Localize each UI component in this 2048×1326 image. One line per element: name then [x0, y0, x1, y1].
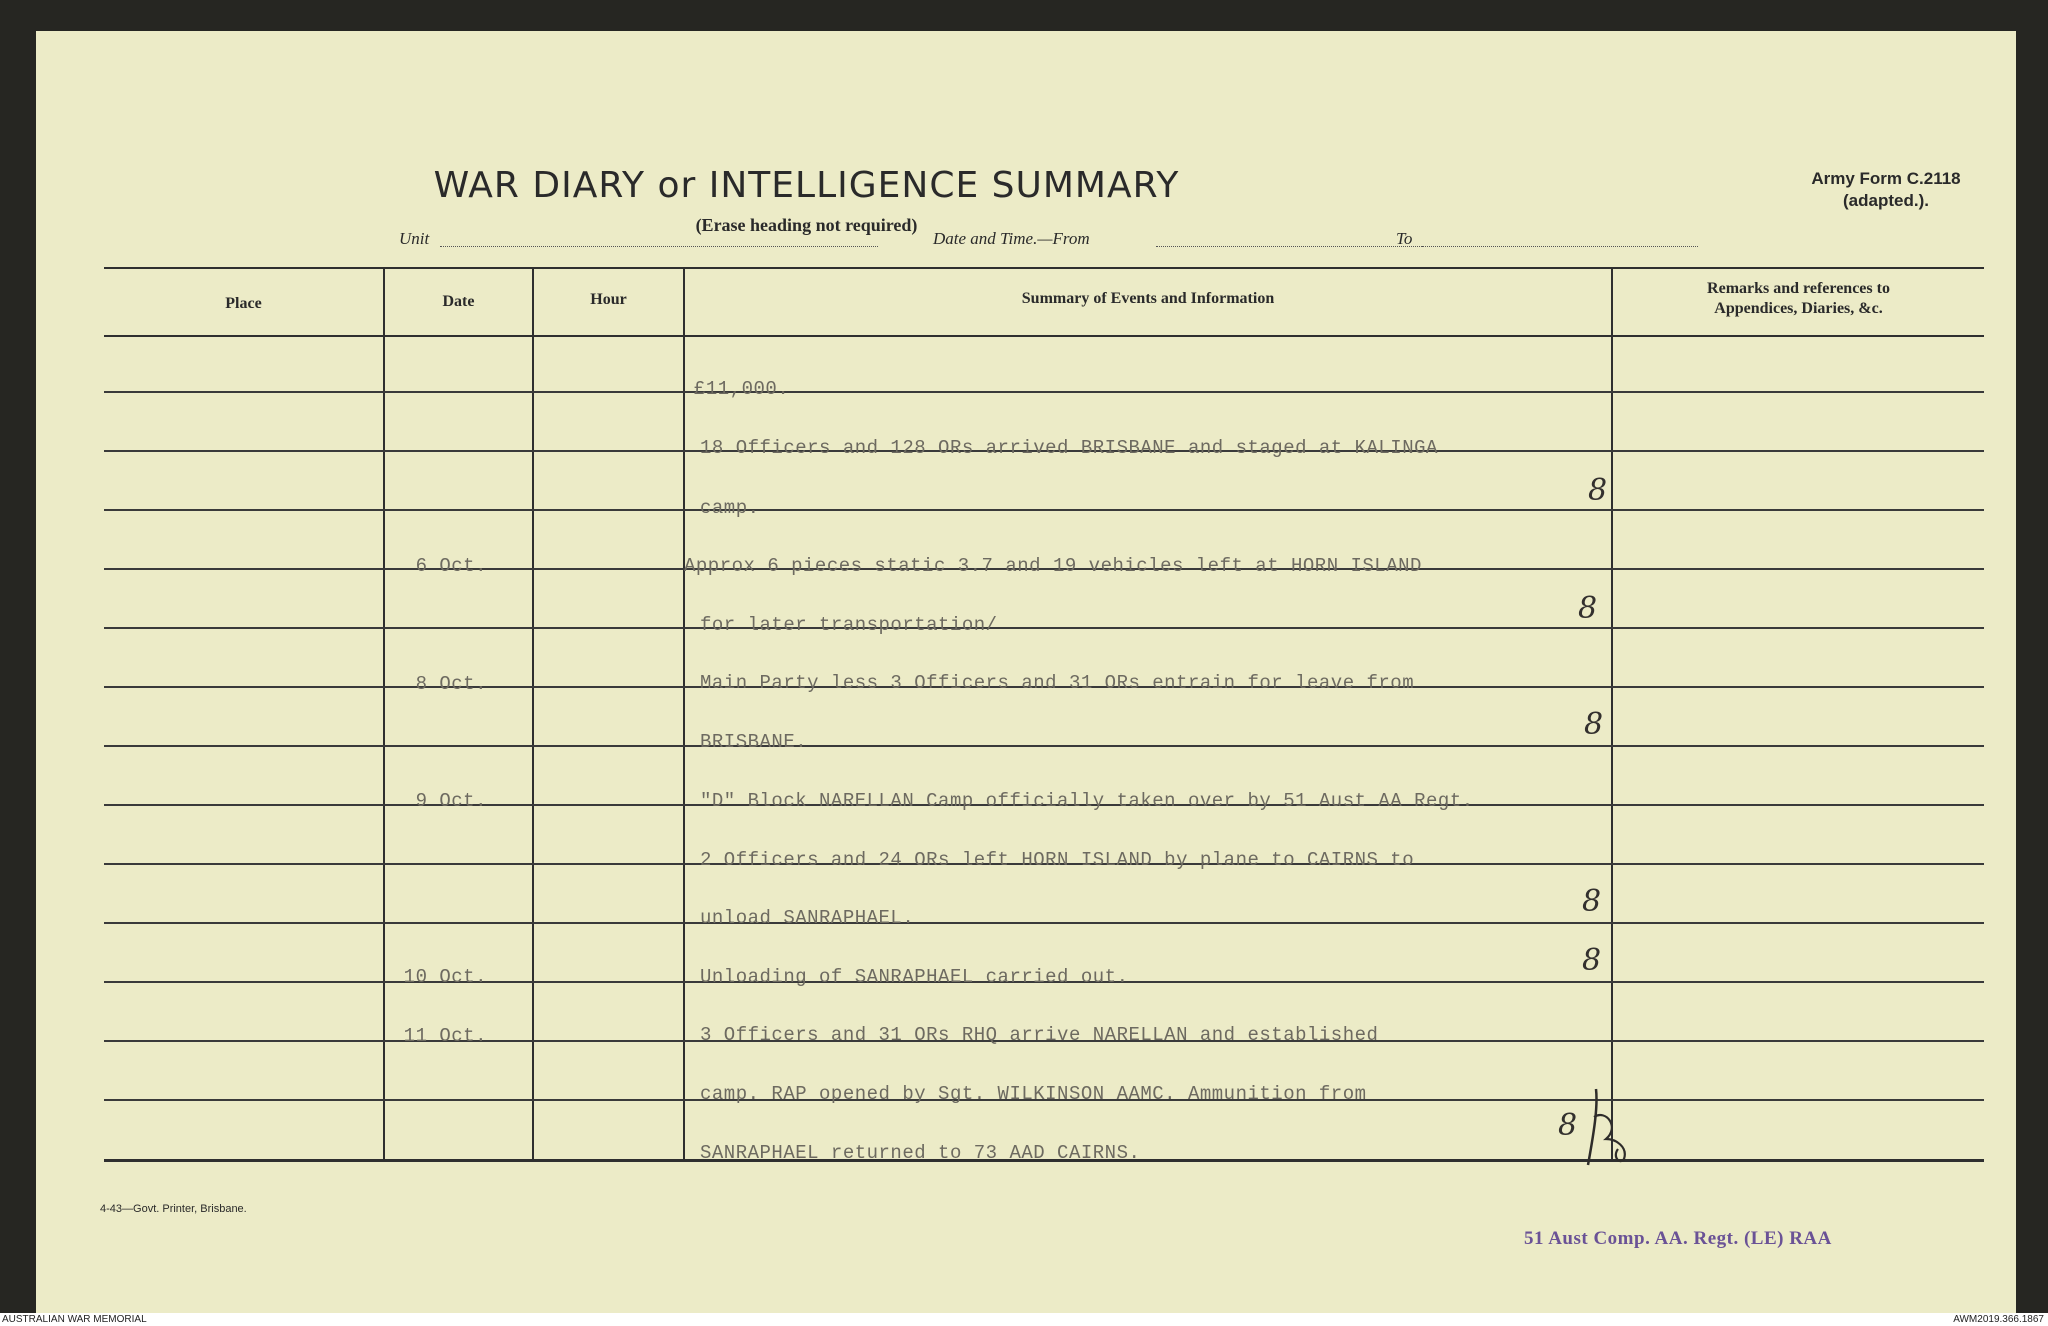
entry-text: 3 Officers and 31 ORs RHQ arrive NARELLAN and established — [700, 1024, 1379, 1046]
handwritten-initial: 8 — [1558, 1108, 1578, 1143]
handwritten-initial: 8 — [1584, 707, 1604, 742]
unit-stamp: 51 Aust Comp. AA. Regt. (LE) RAA — [1524, 1228, 1832, 1249]
entry-date: 9 Oct. — [415, 790, 487, 812]
table-top-rule — [104, 267, 1984, 269]
war-diary-sheet — [36, 31, 2016, 1313]
printer-imprint: 4-43—Govt. Printer, Brisbane. — [100, 1203, 247, 1215]
entry-date: 6 Oct. — [415, 555, 487, 577]
entry-text: unload SANRAPHAEL. — [700, 907, 915, 929]
remarks-header-line2: Appendices, Diaries, &c. — [1714, 300, 1883, 317]
handwritten-initial: 8 — [1582, 884, 1602, 919]
summary-remarks-divider — [1611, 267, 1613, 1159]
entry-text: SANRAPHAEL returned to 73 AAD CAIRNS. — [700, 1142, 1141, 1164]
ruled-line — [104, 627, 1984, 629]
date-to-field — [1422, 246, 1698, 247]
entry-date: 10 Oct. — [403, 966, 487, 988]
army-form-adapted: (adapted.). — [1843, 191, 1929, 210]
form-title: WAR DIARY or INTELLIGENCE SUMMARY — [433, 165, 1180, 206]
date-hour-divider — [532, 267, 534, 1159]
hour-summary-divider — [683, 267, 685, 1159]
entry-date: 8 Oct. — [415, 673, 487, 695]
entry-text: Main Party less 3 Officers and 31 ORs entrain for leave from — [700, 672, 1415, 694]
date-time-label: Date and Time.—From — [933, 229, 1090, 248]
entry-text: camp. — [700, 497, 760, 519]
unit-field — [440, 246, 878, 247]
entry-date: 11 Oct. — [403, 1025, 487, 1047]
col-hour-header: Hour — [590, 291, 627, 308]
to-label: To — [1396, 229, 1413, 248]
ruled-line — [104, 745, 1984, 747]
entry-text: Unloading of SANRAPHAEL carried out. — [700, 966, 1129, 988]
army-form-number — [1761, 168, 2011, 212]
archive-reference: AWM2019.366.1867 — [1953, 1314, 2044, 1325]
ruled-line — [104, 922, 1984, 924]
col-place-header: Place — [225, 295, 262, 312]
handwritten-initial: 8 — [1582, 943, 1602, 978]
ruled-line — [104, 391, 1984, 393]
archive-credit: AUSTRALIAN WAR MEMORIAL — [2, 1314, 147, 1325]
entry-text: Approx 6 pieces static 3.7 and 19 vehicles left at HORN ISLAND — [684, 555, 1422, 577]
unit-label: Unit — [399, 229, 430, 248]
col-date-header: Date — [442, 293, 475, 310]
remarks-header-line1: Remarks and references to — [1707, 280, 1890, 297]
handwritten-initial: 8 — [1578, 591, 1598, 626]
handwritten-signature — [1576, 1087, 1646, 1171]
form-subtitle: (Erase heading not required) — [695, 215, 918, 235]
ruled-line — [104, 509, 1984, 511]
entry-text: BRISBANE. — [700, 731, 808, 753]
entry-text: camp. RAP opened by Sgt. WILKINSON AAMC. Ammunition from — [700, 1083, 1367, 1105]
col-remarks-header — [1613, 279, 1984, 319]
entry-text: 2 Officers and 24 ORs left HORN ISLAND by plane to CAIRNS to — [700, 849, 1415, 871]
date-from-field — [1156, 246, 1426, 247]
entry-text: £11,000. — [694, 378, 790, 400]
entry-text: 18 Officers and 128 ORs arrived BRISBANE and staged at KALINGA — [700, 437, 1438, 459]
army-form-code: Army Form C.2118 — [1811, 169, 1961, 188]
handwritten-initial: 8 — [1588, 473, 1608, 508]
entry-text: for later transportation/ — [700, 614, 998, 636]
col-summary-header: Summary of Events and Information — [1021, 290, 1275, 307]
header-bottom-rule — [104, 335, 1984, 337]
entry-text: "D" Block NARELLAN Camp officially taken over by 51 Aust AA Regt. — [700, 790, 1474, 812]
